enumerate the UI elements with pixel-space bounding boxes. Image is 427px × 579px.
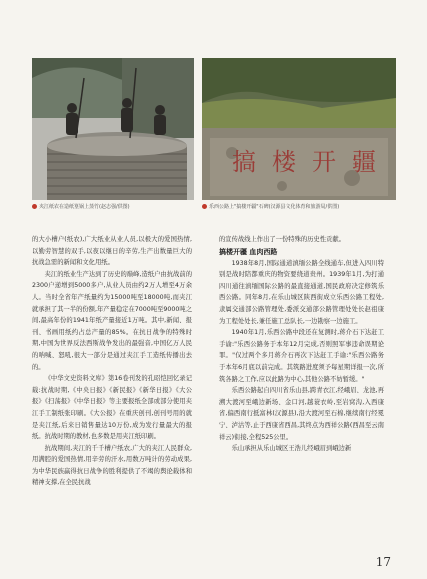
paragraph: 1940年1月,乐西公路中段还在复测时,蒋介石下达赶工手谕:"乐西公路务于本年12月完成,否则照军事违命误期论罪。"仅过两个多月蒋介石再次下达赶工手谕:"乐西公路务于本年6月底以前完成。其筑路进度须予每星期详报一次,所筑各路之工作,应以此路为中心,其他公路不妨暂缓。"	[219, 329, 384, 383]
photo-caption-right	[202, 204, 339, 211]
right-text-column	[219, 234, 384, 455]
caption-bullet-icon	[32, 204, 37, 209]
paragraph-continuation: 的宣传战线上作出了一份特殊的历史性贡献。	[219, 236, 345, 243]
caption-text: 乐西公路上"搞楼开疆"石碑(汉源县文化体育和旅游局/供图)	[209, 204, 340, 210]
svg-text:楼: 楼	[272, 148, 296, 176]
caption-bullet-icon	[202, 204, 207, 209]
page-number: 17	[375, 555, 391, 569]
paragraph: 1938年8月,国际通道滇缅公路全线通车,但进入四川特别是战时陪都重庆的物资要绕道贵州。1939年1月,为打通四川通往滇缅国际公路的最直接通道,国民政府决定修筑乐西公路。同年8月,在乐山城区陕西街成立乐西公路工程处,隶属交通部公路管理处,委派交通部公路管理处处长赵祖康为工程处处长,兼任施工总队长,一边勘察一边施工。	[219, 259, 384, 325]
caption-text: 夹江纸农在造纸篁锅上蒸竹(赵志强/供图)	[39, 204, 130, 210]
paragraph: 的大小槽户(纸农),广大纸业从业人员,以极大的爱国热情,以勤劳智慧的双手,以夜以继日的辛劳,生产出数量巨大的抗战急需的新闻和文化用纸。	[32, 236, 192, 267]
svg-text:疆: 疆	[352, 148, 376, 176]
photo-stone-tablet	[202, 58, 396, 200]
paragraph: 抗战期间,夹江的千千槽户纸农,广大的夹江人民群众,用满腔的爱国热情,用辛劳的汗水,用数万吨计的劳动成果,为中华民族赢得抗日战争的胜利提供了不竭的舆论载体和精神支撑,在全民抗战	[32, 444, 192, 487]
svg-text:开: 开	[312, 148, 336, 176]
section-heading: 搞楼开疆 血肉西路	[219, 247, 278, 256]
paragraph: 乐山承担从乐山城区王浩儿经峨眉到峨边新	[231, 445, 352, 453]
paragraph: 夹江的纸业生产达到了历史的巅峰,造纸户由抗战前的2300户递增到5000多户,从业人员由约2万人增至4万余人。当时全省年产纸量约为15000吨至18000吨,而夹江就承担了其一半的份额,年产量稳定在7000吨至9000吨之间,最高年份的1941年纸产量接近1万吨。其中,新闻、报刊、书画用纸约占总产量的85%。在抗日战争的特殊时期,中国为世界反法西斯战争发出的最强音,中国亿万人民的呐喊、怒吼,很大一部分是通过夹江手工造纸传播出去的。	[32, 270, 192, 371]
stone-tablet-illustration	[202, 58, 396, 200]
paragraph: 《中华文史资料文库》第16卷刊发的孔昭恺回忆录记载:抗战时期,《中央日报》《新民报》《新华日报》《大公报》《扫荡报》《中华日报》等主要报纸全部或部分使用夹江手工制纸张印刷。《大公报》在重庆创刊,创刊号用的就是夹江纸,后来日销售量达10万份,成为发行量最大的报纸。抗战时期的教材,也多数是用夹江纸印刷。	[32, 375, 192, 441]
left-text-column	[32, 234, 192, 489]
photo-caption-left	[32, 204, 130, 211]
paper-steaming-illustration	[32, 58, 194, 200]
svg-text:搞: 搞	[232, 148, 256, 176]
photo-paper-steaming	[32, 58, 194, 200]
paragraph: 乐西公路起自四川省乐山县,跨青衣江,经峨眉、龙池,再溯大渡河至峨边新场、金口河,越蓑衣岭,至岩窝沟,入西康省,偏西南行抵富林(汉源县),沿大渡河至石棉,继续南行经冕宁、泸沽等,止于西康省西昌,其终点为西祥公路(西昌至云南祥云)衔接,全程525公里。	[219, 387, 384, 441]
